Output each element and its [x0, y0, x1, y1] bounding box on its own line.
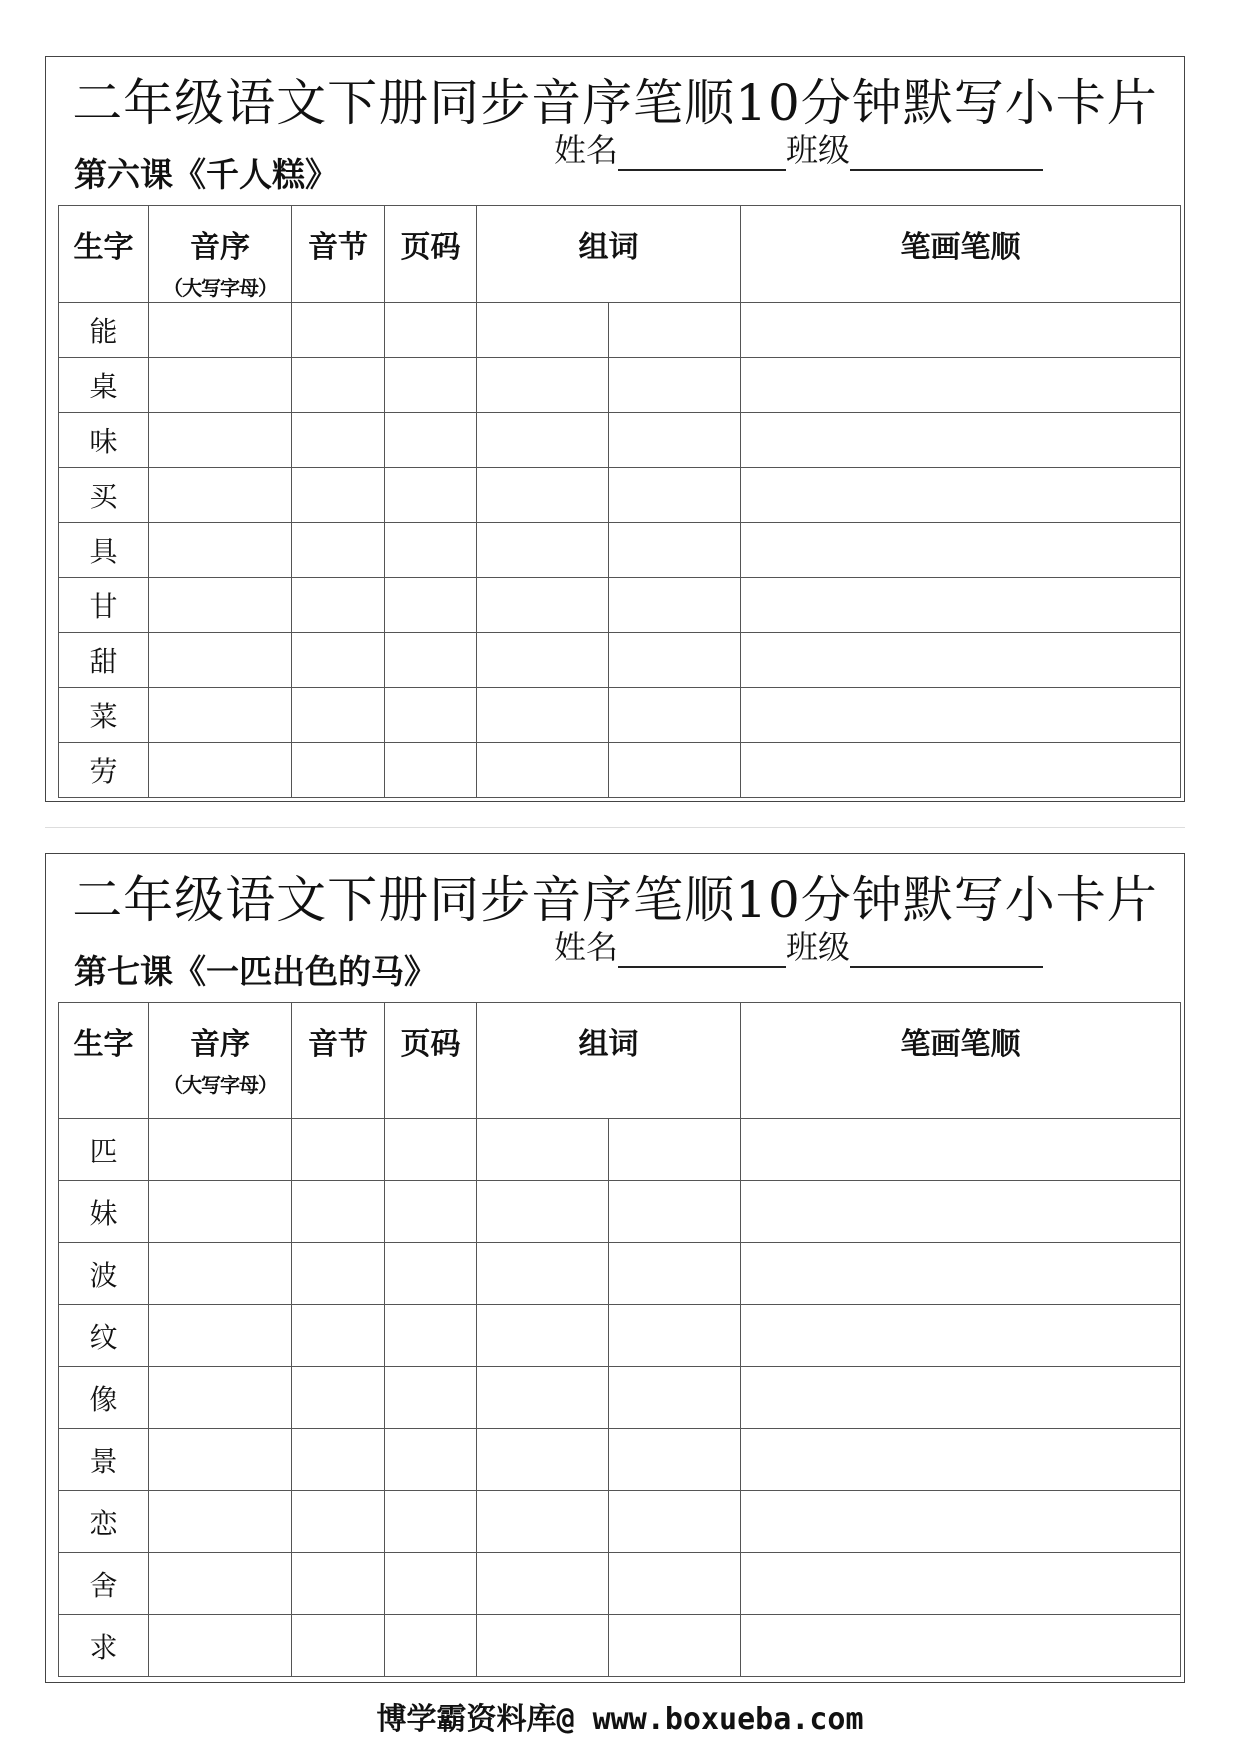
- page-cell[interactable]: [385, 578, 477, 633]
- class-blank[interactable]: [850, 936, 1043, 968]
- page-cell[interactable]: [385, 633, 477, 688]
- char-cell: 匹: [59, 1119, 149, 1181]
- syllable-cell[interactable]: [292, 1119, 385, 1181]
- order-cell[interactable]: [149, 523, 292, 578]
- char-cell: 波: [59, 1243, 149, 1305]
- page-cell[interactable]: [385, 1429, 477, 1491]
- char-cell: 甘: [59, 578, 149, 633]
- strokes-cell[interactable]: [741, 1305, 1181, 1367]
- strokes-cell[interactable]: [741, 1367, 1181, 1429]
- word2-cell[interactable]: [609, 1491, 741, 1553]
- syllable-cell[interactable]: [292, 1305, 385, 1367]
- strokes-cell[interactable]: [741, 413, 1181, 468]
- word2-cell[interactable]: [609, 1367, 741, 1429]
- header-words: 组词: [477, 1003, 741, 1119]
- order-cell[interactable]: [149, 633, 292, 688]
- table-header-row: [59, 206, 1181, 303]
- card-separator: [45, 827, 1185, 828]
- header-char: 生字: [59, 206, 149, 303]
- word1-cell[interactable]: [477, 1615, 609, 1677]
- syllable-cell[interactable]: [292, 303, 385, 358]
- word1-cell[interactable]: [477, 468, 609, 523]
- syllable-cell[interactable]: [292, 1491, 385, 1553]
- name-blank[interactable]: [618, 936, 786, 968]
- lesson-title: 第六课《千人糕》: [74, 155, 338, 194]
- name-blank[interactable]: [618, 139, 786, 171]
- char-cell: 买: [59, 468, 149, 523]
- strokes-cell[interactable]: [741, 688, 1181, 743]
- strokes-cell[interactable]: [741, 358, 1181, 413]
- word1-cell[interactable]: [477, 1429, 609, 1491]
- header-page: 页码: [385, 1003, 477, 1119]
- char-cell: 菜: [59, 688, 149, 743]
- word1-cell[interactable]: [477, 523, 609, 578]
- word2-cell[interactable]: [609, 1181, 741, 1243]
- syllable-cell[interactable]: [292, 1181, 385, 1243]
- char-cell: 妹: [59, 1181, 149, 1243]
- page-cell[interactable]: [385, 468, 477, 523]
- word2-cell[interactable]: [609, 578, 741, 633]
- word2-cell[interactable]: [609, 468, 741, 523]
- strokes-cell[interactable]: [741, 633, 1181, 688]
- word1-cell[interactable]: [477, 1491, 609, 1553]
- name-class-fields: [554, 922, 1043, 968]
- syllable-cell[interactable]: [292, 358, 385, 413]
- table-row: [59, 1553, 1181, 1615]
- page-cell[interactable]: [385, 1367, 477, 1429]
- syllable-cell[interactable]: [292, 688, 385, 743]
- table-row: [59, 633, 1181, 688]
- order-cell[interactable]: [149, 1615, 292, 1677]
- class-label: 班级: [786, 131, 851, 169]
- table-row: [59, 523, 1181, 578]
- table-row: [59, 1429, 1181, 1491]
- order-cell[interactable]: [149, 468, 292, 523]
- name-class-fields: [554, 125, 1043, 171]
- card-title: 二年级语文下册同步音序笔顺10分钟默写小卡片: [72, 871, 1158, 929]
- dictation-table: [58, 205, 1181, 798]
- char-cell: 味: [59, 413, 149, 468]
- word2-cell[interactable]: [609, 1553, 741, 1615]
- syllable-cell[interactable]: [292, 1367, 385, 1429]
- strokes-cell[interactable]: [741, 1491, 1181, 1553]
- class-label: 班级: [786, 928, 851, 966]
- order-cell[interactable]: [149, 358, 292, 413]
- strokes-cell[interactable]: [741, 523, 1181, 578]
- table-row: [59, 358, 1181, 413]
- word2-cell[interactable]: [609, 413, 741, 468]
- syllable-cell[interactable]: [292, 1615, 385, 1677]
- card-title: 二年级语文下册同步音序笔顺10分钟默写小卡片: [72, 74, 1158, 132]
- page-cell[interactable]: [385, 1305, 477, 1367]
- page-cell[interactable]: [385, 1119, 477, 1181]
- table-row: [59, 413, 1181, 468]
- page-cell[interactable]: [385, 303, 477, 358]
- header-order: [149, 1003, 292, 1119]
- table-row: [59, 1367, 1181, 1429]
- order-cell[interactable]: [149, 578, 292, 633]
- header-order-label: 音序: [190, 1027, 250, 1062]
- word2-cell[interactable]: [609, 633, 741, 688]
- header-words: 组词: [477, 206, 741, 303]
- syllable-cell[interactable]: [292, 468, 385, 523]
- header-order-sub: （大写字母）: [163, 276, 277, 300]
- header-strokes: 笔画笔顺: [741, 206, 1181, 303]
- word1-cell[interactable]: [477, 633, 609, 688]
- char-cell: 甜: [59, 633, 149, 688]
- word1-cell[interactable]: [477, 358, 609, 413]
- order-cell[interactable]: [149, 1553, 292, 1615]
- lesson-title: 第七课《一匹出色的马》: [74, 952, 437, 991]
- syllable-cell[interactable]: [292, 633, 385, 688]
- word1-cell[interactable]: [477, 1553, 609, 1615]
- word2-cell[interactable]: [609, 1305, 741, 1367]
- word2-cell[interactable]: [609, 688, 741, 743]
- word1-cell[interactable]: [477, 743, 609, 798]
- char-cell: 劳: [59, 743, 149, 798]
- page-cell[interactable]: [385, 413, 477, 468]
- table-row: [59, 688, 1181, 743]
- word2-cell[interactable]: [609, 1119, 741, 1181]
- char-cell: 纹: [59, 1305, 149, 1367]
- header-syllable: 音节: [292, 206, 385, 303]
- strokes-cell[interactable]: [741, 468, 1181, 523]
- page-cell[interactable]: [385, 1491, 477, 1553]
- table-row: [59, 1181, 1181, 1243]
- dictation-table: [58, 1002, 1181, 1677]
- order-cell[interactable]: [149, 1181, 292, 1243]
- char-cell: 具: [59, 523, 149, 578]
- word1-cell[interactable]: [477, 1119, 609, 1181]
- word2-cell[interactable]: [609, 743, 741, 798]
- table-row: [59, 1491, 1181, 1553]
- order-cell[interactable]: [149, 1429, 292, 1491]
- dictation-card-1: [45, 56, 1185, 802]
- table-row: [59, 1615, 1181, 1677]
- char-cell: 景: [59, 1429, 149, 1491]
- card-header: [46, 854, 1184, 1002]
- strokes-cell[interactable]: [741, 1181, 1181, 1243]
- word2-cell[interactable]: [609, 358, 741, 413]
- name-label: 姓名: [554, 928, 619, 966]
- char-cell: 能: [59, 303, 149, 358]
- word1-cell[interactable]: [477, 578, 609, 633]
- strokes-cell[interactable]: [741, 1553, 1181, 1615]
- order-cell[interactable]: [149, 743, 292, 798]
- table-row: [59, 468, 1181, 523]
- word1-cell[interactable]: [477, 1243, 609, 1305]
- page-cell[interactable]: [385, 1181, 477, 1243]
- header-strokes: 笔画笔顺: [741, 1003, 1181, 1119]
- page-cell[interactable]: [385, 1553, 477, 1615]
- page-cell[interactable]: [385, 1615, 477, 1677]
- name-label: 姓名: [554, 131, 619, 169]
- header-char: 生字: [59, 1003, 149, 1119]
- word2-cell[interactable]: [609, 1615, 741, 1677]
- page-cell[interactable]: [385, 688, 477, 743]
- word1-cell[interactable]: [477, 1181, 609, 1243]
- table-row: [59, 743, 1181, 798]
- header-order-sub: （大写字母）: [163, 1073, 277, 1097]
- table-row: [59, 303, 1181, 358]
- table-row: [59, 1305, 1181, 1367]
- order-cell[interactable]: [149, 1305, 292, 1367]
- header-order-label: 音序: [190, 230, 250, 265]
- card-header: [46, 57, 1184, 205]
- char-cell: 桌: [59, 358, 149, 413]
- syllable-cell[interactable]: [292, 1243, 385, 1305]
- strokes-cell[interactable]: [741, 1243, 1181, 1305]
- dictation-card-2: [45, 853, 1185, 1683]
- strokes-cell[interactable]: [741, 578, 1181, 633]
- strokes-cell[interactable]: [741, 1429, 1181, 1491]
- syllable-cell[interactable]: [292, 523, 385, 578]
- order-cell[interactable]: [149, 413, 292, 468]
- class-blank[interactable]: [850, 139, 1043, 171]
- word1-cell[interactable]: [477, 303, 609, 358]
- strokes-cell[interactable]: [741, 743, 1181, 798]
- strokes-cell[interactable]: [741, 303, 1181, 358]
- table-row: [59, 1119, 1181, 1181]
- header-order: [149, 206, 292, 303]
- page-cell[interactable]: [385, 523, 477, 578]
- char-cell: 求: [59, 1615, 149, 1677]
- order-cell[interactable]: [149, 1119, 292, 1181]
- table-row: [59, 578, 1181, 633]
- order-cell[interactable]: [149, 1367, 292, 1429]
- char-cell: 像: [59, 1367, 149, 1429]
- order-cell[interactable]: [149, 1243, 292, 1305]
- strokes-cell[interactable]: [741, 1119, 1181, 1181]
- header-syllable: 音节: [292, 1003, 385, 1119]
- word2-cell[interactable]: [609, 1429, 741, 1491]
- word2-cell[interactable]: [609, 523, 741, 578]
- table-row: [59, 1243, 1181, 1305]
- word1-cell[interactable]: [477, 1305, 609, 1367]
- word1-cell[interactable]: [477, 688, 609, 743]
- order-cell[interactable]: [149, 1491, 292, 1553]
- word2-cell[interactable]: [609, 303, 741, 358]
- word2-cell[interactable]: [609, 1243, 741, 1305]
- syllable-cell[interactable]: [292, 578, 385, 633]
- syllable-cell[interactable]: [292, 1429, 385, 1491]
- word1-cell[interactable]: [477, 413, 609, 468]
- char-cell: 恋: [59, 1491, 149, 1553]
- table-header-row: [59, 1003, 1181, 1119]
- page-cell[interactable]: [385, 358, 477, 413]
- char-cell: 舍: [59, 1553, 149, 1615]
- syllable-cell[interactable]: [292, 743, 385, 798]
- page-cell[interactable]: [385, 1243, 477, 1305]
- header-page: 页码: [385, 206, 477, 303]
- order-cell[interactable]: [149, 303, 292, 358]
- syllable-cell[interactable]: [292, 413, 385, 468]
- footer-watermark: 博学霸资料库@ www.boxueba.com: [376, 1702, 864, 1737]
- order-cell[interactable]: [149, 688, 292, 743]
- syllable-cell[interactable]: [292, 1553, 385, 1615]
- page-cell[interactable]: [385, 743, 477, 798]
- word1-cell[interactable]: [477, 1367, 609, 1429]
- strokes-cell[interactable]: [741, 1615, 1181, 1677]
